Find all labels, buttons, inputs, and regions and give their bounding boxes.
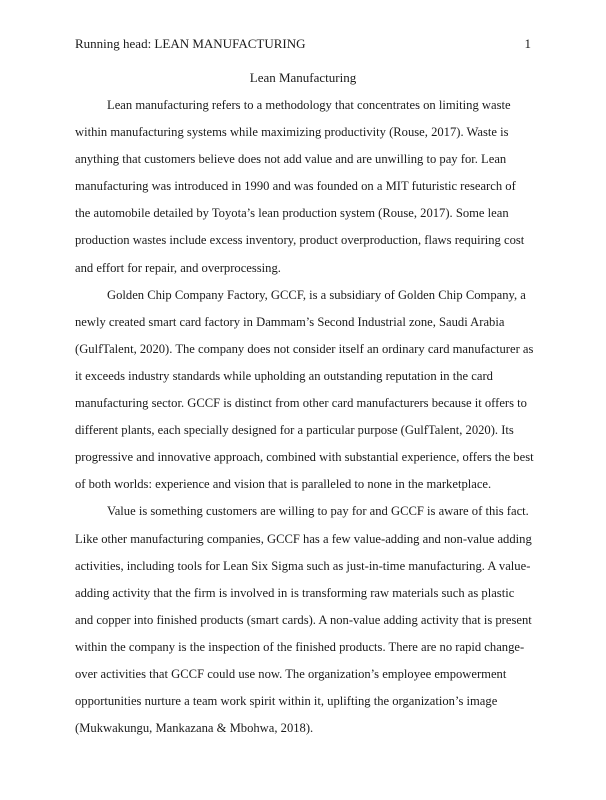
document-body xyxy=(75,92,534,742)
paragraph-3: Value is something customers are willing to pay for and GCCF is aware of this fact. Like other manufacturing companies, GCCF has a few value-adding and non-value adding activities, including tools for Lean Six Sigma such as just-in-time manufacturing. A value-adding activity that the firm is involved in is transforming raw materials such as plastic and copper into finished products (smart cards). A non-value adding activity that is present within the company is the inspection of the finished products. There are no rapid change-over activities that GCCF could use now. The organization’s employee empowerment opportunities nurture a team work spirit within it, uplifting the organization’s image (Mukwakungu, Mankazana & Mbohwa, 2018). xyxy=(75,504,532,736)
page-header xyxy=(75,36,531,52)
document-title: Lean Manufacturing xyxy=(249,70,357,85)
running-head: Running head: LEAN MANUFACTURING xyxy=(75,36,306,51)
paragraph-1: Lean manufacturing refers to a methodology that concentrates on limiting waste within manufacturing systems while maximizing productivity (Rouse, 2017). Waste is anything that customers believe does not add value and are unwilling to pay for. Lean manufacturing was introduced in 1990 and was founded on a MIT futuristic research of the automobile detailed by Toyota’s lean production system (Rouse, 2017). Some lean production wastes include excess inventory, product overproduction, flaws requiring cost and effort for repair, and overprocessing. xyxy=(75,98,525,275)
page-number: 1 xyxy=(524,36,531,51)
paragraph-2: Golden Chip Company Factory, GCCF, is a subsidiary of Golden Chip Company, a newly created smart card factory in Dammam’s Second Industrial zone, Saudi Arabia (GulfTalent, 2020). The company does not consider itself an ordinary card manufacturer as it exceeds industry standards while upholding an outstanding reputation in the card manufacturing sector. GCCF is distinct from other card manufacturers because it offers to different plants, each specially designed for a particular purpose (GulfTalent, 2020). Its progressive and innovative approach, combined with substantial experience, offers the best of both worlds: experience and vision that is paralleled to none in the marketplace. xyxy=(75,287,534,492)
